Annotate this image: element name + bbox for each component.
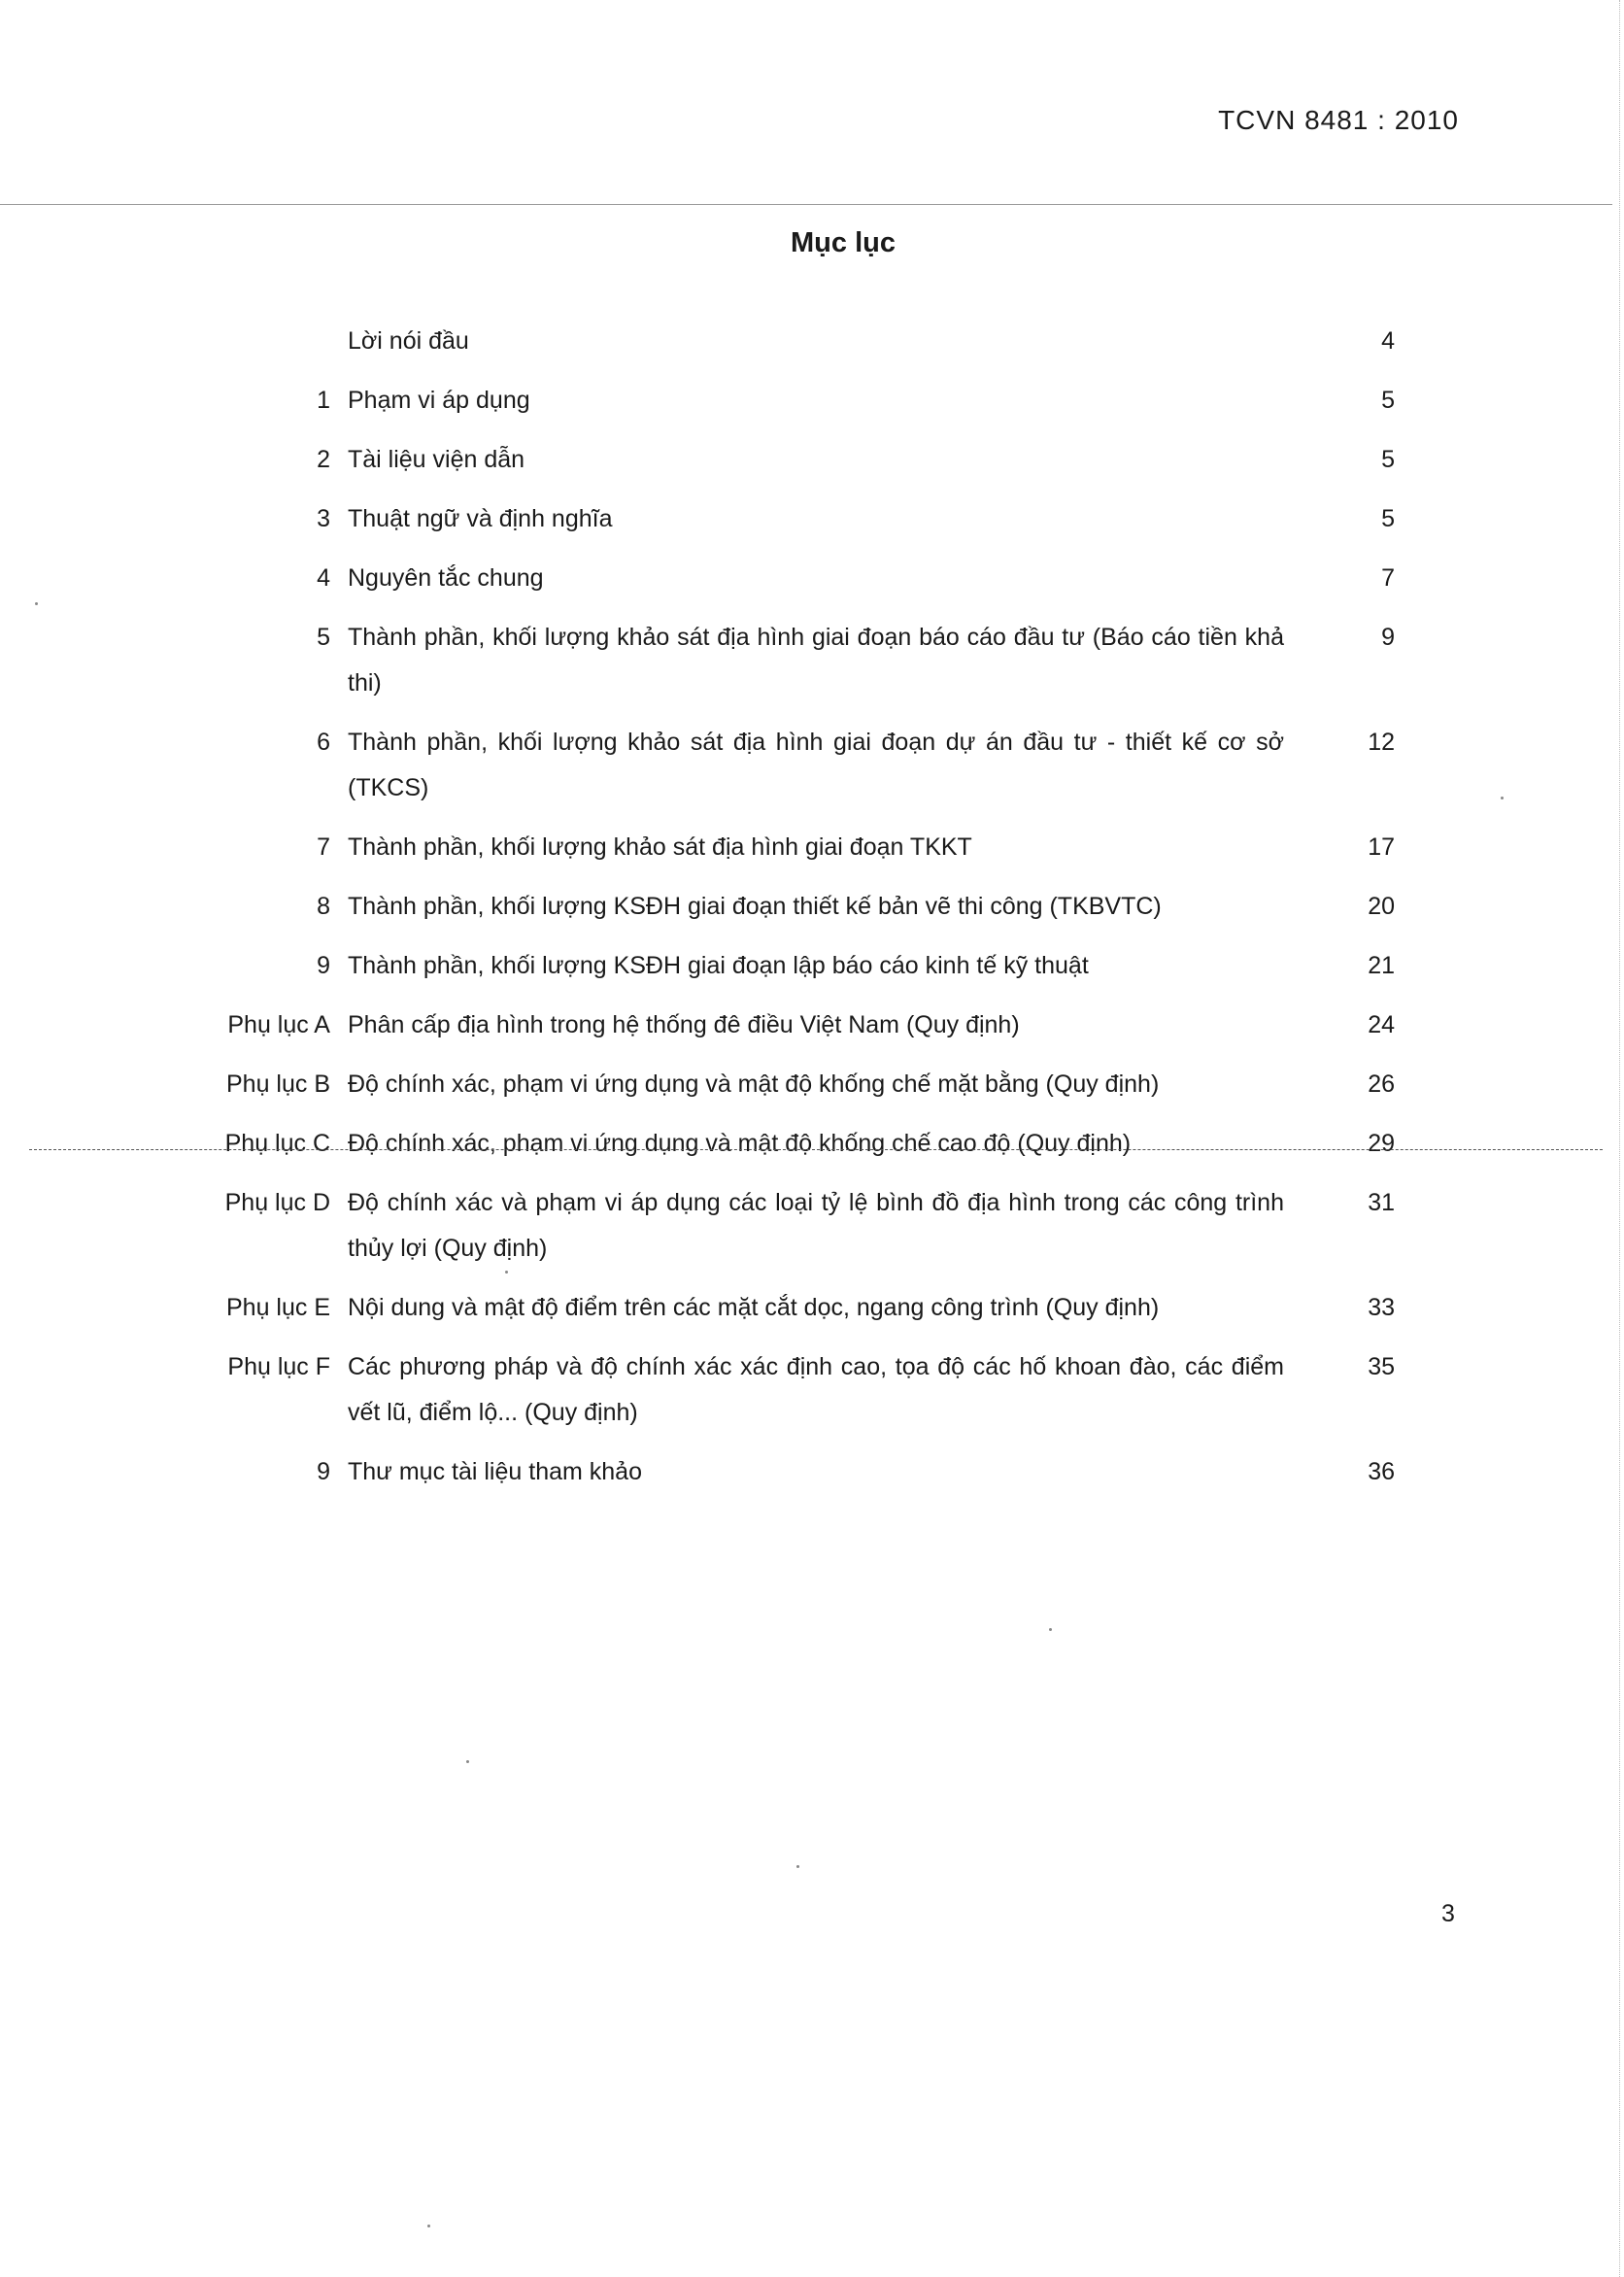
toc-entry-number: Phụ lục F — [227, 1353, 330, 1380]
toc-entry-page: 5 — [1381, 505, 1395, 532]
toc-entry-title: Độ chính xác và phạm vi áp dụng các loại tỷ lệ bình đồ địa hình trong các công trình thủy lợi (Quy định) — [348, 1189, 1284, 1262]
toc-entry-number: Phụ lục C — [224, 1130, 330, 1157]
document-code: TCVN 8481 : 2010 — [1218, 105, 1459, 135]
toc-entry-page: 5 — [1381, 446, 1395, 473]
toc-entry-9[interactable] — [214, 943, 1408, 989]
scan-speck — [466, 1760, 469, 1763]
page-number: 3 — [1441, 1900, 1455, 1927]
toc-entry-title: Tài liệu viện dẫn — [348, 446, 525, 473]
scan-speck — [505, 1271, 508, 1274]
toc-entry-page: 29 — [1368, 1130, 1395, 1157]
toc-entry-title: Lời nói đầu — [348, 327, 469, 355]
toc-entry-title: Nội dung và mật độ điểm trên các mặt cắt dọc, ngang công trình (Quy định) — [348, 1294, 1160, 1321]
toc-entry-title: Nguyên tắc chung — [348, 564, 544, 592]
toc-entry-number: 5 — [317, 624, 330, 651]
toc-entry-page: 35 — [1368, 1353, 1395, 1380]
toc-entry-number: 1 — [317, 387, 330, 414]
scan-speck — [427, 2225, 430, 2227]
toc-entry-number: Phụ lục D — [224, 1189, 330, 1216]
toc-entry-number: 6 — [317, 729, 330, 756]
toc-entry-number: Phụ lục E — [225, 1294, 330, 1321]
toc-entry-appendix-a[interactable] — [214, 1003, 1408, 1048]
toc-entry-page: 12 — [1368, 729, 1395, 756]
scan-speck — [1501, 797, 1504, 799]
toc-entry-page: 4 — [1381, 327, 1395, 355]
toc-entry-6[interactable] — [214, 720, 1408, 811]
toc-entry-page: 7 — [1381, 564, 1395, 592]
toc-entry-title: Thành phần, khối lượng khảo sát địa hình giai đoạn dự án đầu tư - thiết kế cơ sở (TKCS) — [348, 729, 1284, 801]
toc-entry-3[interactable] — [214, 496, 1408, 542]
toc-entry-number: 8 — [317, 893, 330, 920]
toc-entry-title: Độ chính xác, phạm vi ứng dụng và mật độ khống chế mặt bằng (Quy định) — [348, 1071, 1160, 1098]
toc-entry-number: Phụ lục B — [225, 1071, 330, 1098]
toc-entry-title: Thuật ngữ và định nghĩa — [348, 505, 613, 532]
toc-entry-number: 9 — [317, 952, 330, 979]
toc-entry-title: Độ chính xác, phạm vi ứng dụng và mật độ khống chế cao độ (Quy định) — [348, 1130, 1132, 1157]
toc-entry-number: 4 — [317, 564, 330, 592]
toc-entry-title: Thành phần, khối lượng khảo sát địa hình giai đoạn TKKT — [348, 833, 972, 861]
toc-entry-appendix-d[interactable] — [214, 1180, 1408, 1272]
scan-speck — [35, 602, 38, 605]
table-of-contents — [214, 319, 1408, 1509]
toc-entry-page: 9 — [1381, 624, 1395, 651]
toc-entry-number: 9 — [317, 1458, 330, 1485]
toc-entry-page: 5 — [1381, 387, 1395, 414]
toc-entry-number: 2 — [317, 446, 330, 473]
toc-entry-title: Thành phần, khối lượng khảo sát địa hình giai đoạn báo cáo đầu tư (Báo cáo tiền khả thi) — [348, 624, 1284, 697]
toc-entry-5[interactable] — [214, 615, 1408, 706]
scan-speck — [1049, 1628, 1052, 1631]
toc-entry-title: Các phương pháp và độ chính xác xác định cao, tọa độ các hố khoan đào, các điểm vết lũ, điểm lộ... (Quy định) — [348, 1353, 1284, 1426]
toc-entry-page: 36 — [1368, 1458, 1395, 1485]
toc-entry-page: 20 — [1368, 893, 1395, 920]
toc-entry-number: 3 — [317, 505, 330, 532]
toc-entry-8[interactable] — [214, 884, 1408, 930]
toc-entry-page: 33 — [1368, 1294, 1395, 1321]
toc-entry-appendix-b[interactable] — [214, 1062, 1408, 1107]
toc-entry-title: Phân cấp địa hình trong hệ thống đê điều Việt Nam (Quy định) — [348, 1011, 1020, 1038]
toc-entry-page: 31 — [1368, 1189, 1395, 1216]
toc-entry-page: 24 — [1368, 1011, 1395, 1038]
toc-entry-7[interactable] — [214, 825, 1408, 870]
toc-entry-title: Phạm vi áp dụng — [348, 387, 530, 414]
toc-entry-page: 26 — [1368, 1071, 1395, 1098]
toc-entry-bibliography[interactable] — [214, 1449, 1408, 1495]
toc-entry-1[interactable] — [214, 378, 1408, 424]
scan-edge — [1619, 0, 1620, 2277]
toc-entry-number: 7 — [317, 833, 330, 861]
header-rule — [0, 204, 1612, 205]
scan-strike-line — [29, 1149, 1603, 1150]
toc-entry-foreword[interactable] — [214, 319, 1408, 364]
toc-entry-4[interactable] — [214, 556, 1408, 601]
toc-entry-title: Thư mục tài liệu tham khảo — [348, 1458, 642, 1485]
toc-entry-page: 17 — [1368, 833, 1395, 861]
toc-entry-page: 21 — [1368, 952, 1395, 979]
scan-speck — [796, 1865, 799, 1868]
toc-entry-appendix-e[interactable] — [214, 1285, 1408, 1331]
toc-entry-appendix-c[interactable] — [214, 1121, 1408, 1167]
toc-entry-2[interactable] — [214, 437, 1408, 483]
toc-entry-title: Thành phần, khối lượng KSĐH giai đoạn thiết kế bản vẽ thi công (TKBVTC) — [348, 893, 1162, 920]
toc-entry-title: Thành phần, khối lượng KSĐH giai đoạn lập báo cáo kinh tế kỹ thuật — [348, 952, 1089, 979]
toc-title: Mục lục — [791, 227, 896, 258]
toc-entry-number: Phụ lục A — [227, 1011, 330, 1038]
toc-entry-appendix-f[interactable] — [214, 1344, 1408, 1436]
